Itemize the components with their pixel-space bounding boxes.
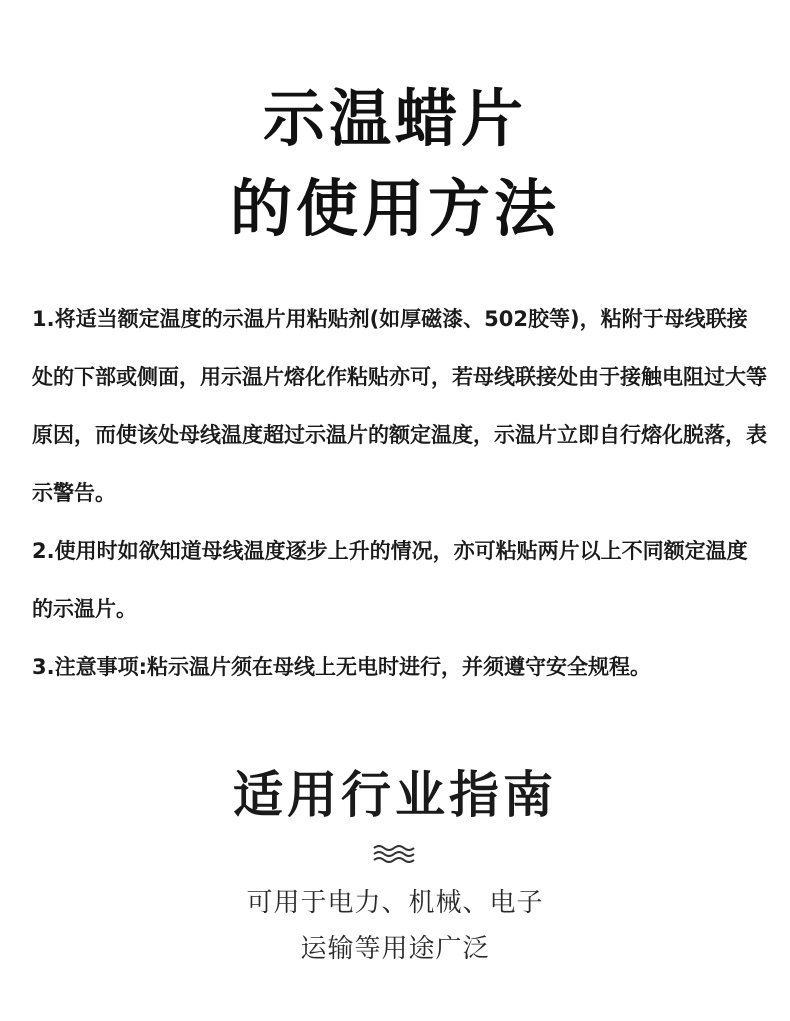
instruction-item-2: 2.使用时如欲知道母线温度逐步上升的情况，亦可粘贴两片以上不同额定温度的示温片。 [32, 539, 748, 621]
instruction-item-3: 3.注意事项:粘示温片须在母线上无电时进行，并须遵守安全规程。 [32, 655, 651, 679]
page-title-line-1: 示温蜡片 [262, 82, 527, 155]
page-title-line-2: 的使用方法 [229, 172, 560, 245]
industry-description [0, 880, 790, 972]
instruction-item-1: 1.将适当额定温度的示温片用粘贴剂(如厚磁漆、502胶等)，粘附于母线联接处的下部或侧面，用示温片熔化作粘贴亦可，若母线联接处由于接触电阻过大等原因，而使该处母线温度超过示温片的额定温度，示温片立即自行熔化脱落，表示警告。 [32, 307, 767, 505]
industry-line-1: 可用于电力、机械、电子 [246, 888, 544, 918]
industry-line-2: 运输等用途广泛 [300, 934, 490, 964]
industry-heading: 适用行业指南 [233, 766, 557, 824]
page-title [0, 74, 790, 254]
usage-instructions [32, 290, 768, 696]
wave-icon [372, 843, 418, 865]
